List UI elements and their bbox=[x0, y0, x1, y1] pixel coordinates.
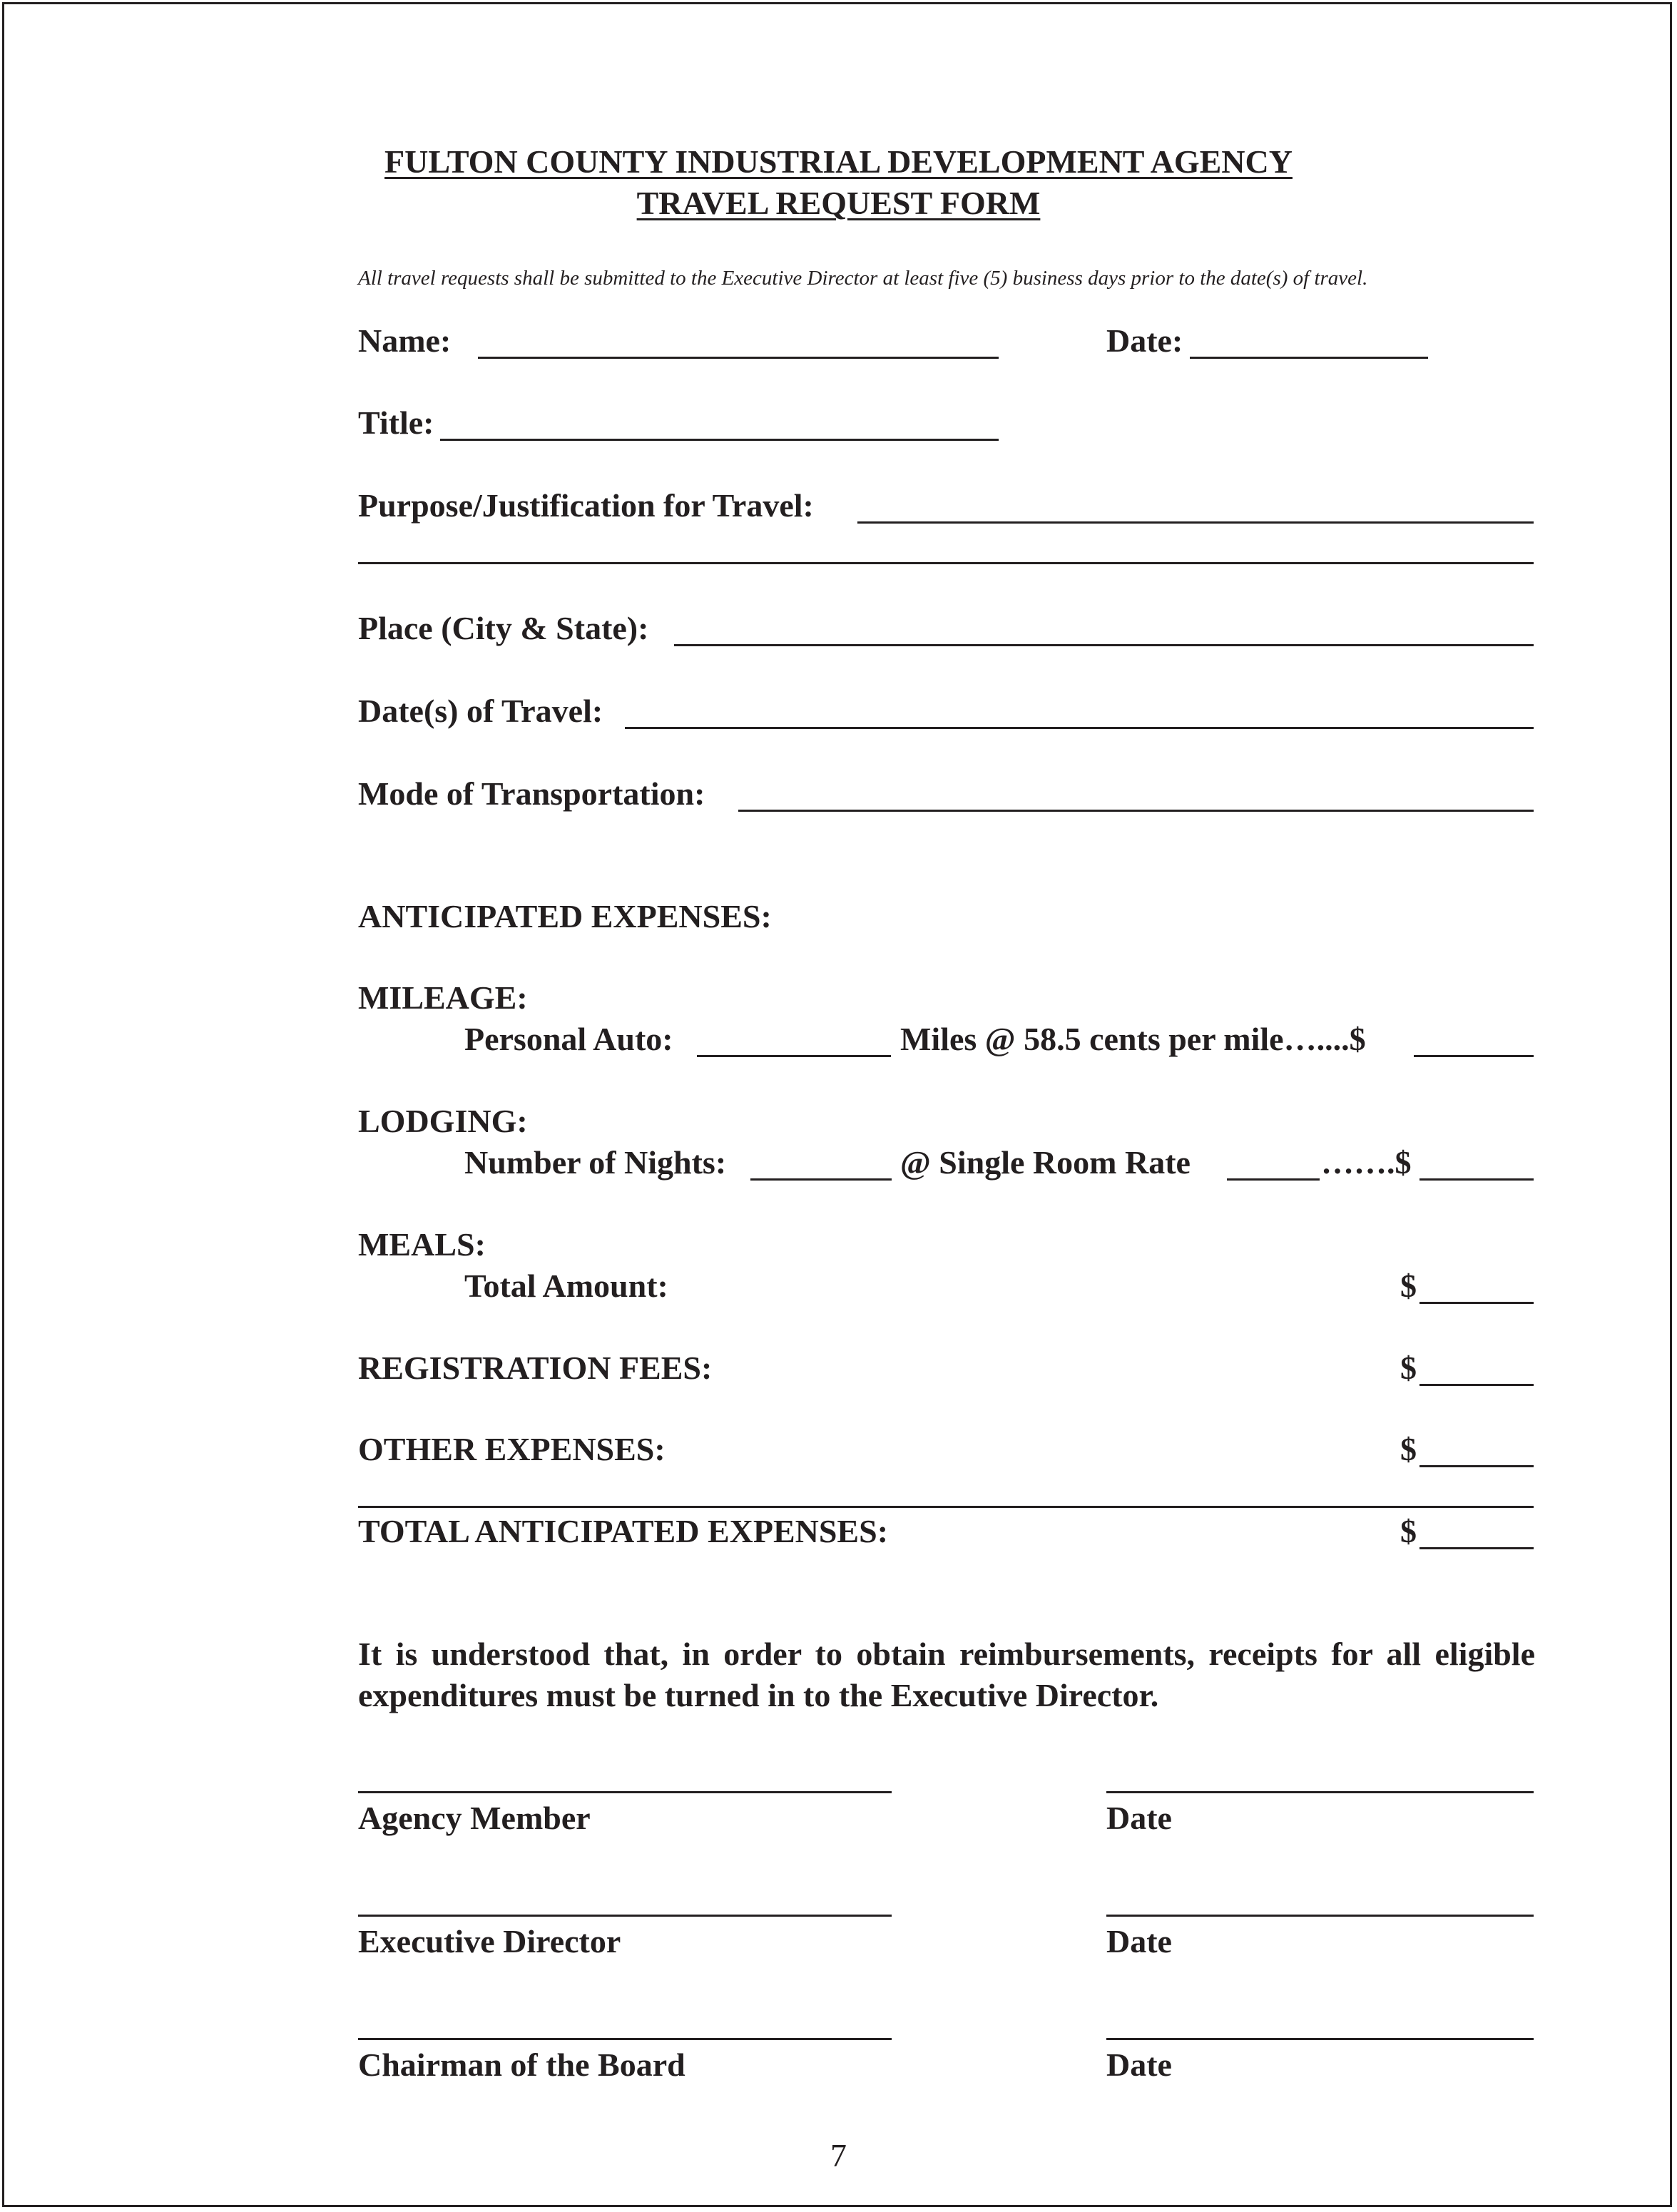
dates-of-travel-label: Date(s) of Travel: bbox=[358, 693, 603, 729]
other-dollar-sign: $ bbox=[1400, 1431, 1417, 1467]
registration-dollar-sign: $ bbox=[1400, 1350, 1417, 1386]
executive-director-signature-line[interactable] bbox=[358, 1915, 892, 1917]
other-amount-field[interactable] bbox=[1419, 1465, 1534, 1467]
chairman-signature-line[interactable] bbox=[358, 2038, 892, 2040]
submission-instructions: All travel requests shall be submitted to the Executive Director at least five (5) business days prior to the date(s) of travel. bbox=[358, 267, 1368, 290]
agency-member-label: Agency Member bbox=[358, 1800, 591, 1836]
total-amount-field[interactable] bbox=[1419, 1547, 1534, 1549]
executive-director-date-label: Date bbox=[1106, 1923, 1172, 1959]
form-title-agency: FULTON COUNTY INDUSTRIAL DEVELOPMENT AGENCY bbox=[384, 143, 1293, 180]
title-field[interactable] bbox=[440, 439, 999, 441]
meals-amount-field[interactable] bbox=[1419, 1302, 1534, 1304]
nights-label: Number of Nights: bbox=[464, 1144, 727, 1181]
mileage-amount-field[interactable] bbox=[1414, 1055, 1534, 1057]
other-expenses-description-field[interactable] bbox=[358, 1506, 1534, 1508]
agency-member-signature-line[interactable] bbox=[358, 1791, 892, 1793]
mode-label: Mode of Transportation: bbox=[358, 775, 705, 812]
place-field[interactable] bbox=[674, 644, 1534, 646]
registration-label: REGISTRATION FEES: bbox=[358, 1350, 713, 1386]
form-title: TRAVEL REQUEST FORM bbox=[636, 185, 1041, 221]
name-field[interactable] bbox=[478, 357, 999, 359]
date-field[interactable] bbox=[1190, 357, 1428, 359]
chairman-label: Chairman of the Board bbox=[358, 2047, 685, 2083]
lodging-heading: LODGING: bbox=[358, 1103, 528, 1139]
place-label: Place (City & State): bbox=[358, 610, 649, 646]
purpose-field[interactable] bbox=[857, 521, 1534, 524]
other-expenses-label: OTHER EXPENSES: bbox=[358, 1431, 666, 1467]
agency-member-date-label: Date bbox=[1106, 1800, 1172, 1836]
meals-total-label: Total Amount: bbox=[464, 1268, 668, 1304]
date-label: Date: bbox=[1106, 322, 1183, 359]
page-border bbox=[2, 2, 1672, 2207]
total-expenses-label: TOTAL ANTICIPATED EXPENSES: bbox=[358, 1513, 889, 1549]
nights-field[interactable] bbox=[750, 1178, 892, 1181]
name-label: Name: bbox=[358, 322, 452, 359]
room-rate-field[interactable] bbox=[1227, 1178, 1320, 1181]
room-rate-dots: …….$ bbox=[1321, 1144, 1412, 1181]
dates-of-travel-field[interactable] bbox=[625, 727, 1534, 729]
chairman-date-line[interactable] bbox=[1106, 2038, 1534, 2040]
mode-field[interactable] bbox=[738, 810, 1534, 812]
miles-field[interactable] bbox=[697, 1055, 891, 1057]
mileage-heading: MILEAGE: bbox=[358, 979, 528, 1016]
registration-amount-field[interactable] bbox=[1419, 1384, 1534, 1386]
page-number: 7 bbox=[830, 2137, 847, 2173]
executive-director-date-line[interactable] bbox=[1106, 1915, 1534, 1917]
expenses-heading: ANTICIPATED EXPENSES: bbox=[358, 898, 772, 934]
executive-director-label: Executive Director bbox=[358, 1923, 621, 1959]
reimbursement-statement: It is understood that, in order to obtain reimbursements, receipts for all eligible expenditures must be turned in to the Executive Director. bbox=[358, 1636, 1535, 1713]
personal-auto-label: Personal Auto: bbox=[464, 1021, 673, 1057]
chairman-date-label: Date bbox=[1106, 2047, 1172, 2083]
lodging-amount-field[interactable] bbox=[1419, 1178, 1534, 1181]
agency-member-date-line[interactable] bbox=[1106, 1791, 1534, 1793]
mileage-rate-label: Miles @ 58.5 cents per mile…....$ bbox=[900, 1021, 1366, 1057]
meals-dollar-sign: $ bbox=[1400, 1268, 1417, 1304]
total-dollar-sign: $ bbox=[1400, 1513, 1417, 1549]
room-rate-label: @ Single Room Rate bbox=[900, 1144, 1191, 1181]
meals-heading: MEALS: bbox=[358, 1226, 486, 1263]
purpose-field-line2[interactable] bbox=[358, 562, 1534, 564]
title-label: Title: bbox=[358, 404, 434, 441]
purpose-label: Purpose/Justification for Travel: bbox=[358, 487, 814, 524]
